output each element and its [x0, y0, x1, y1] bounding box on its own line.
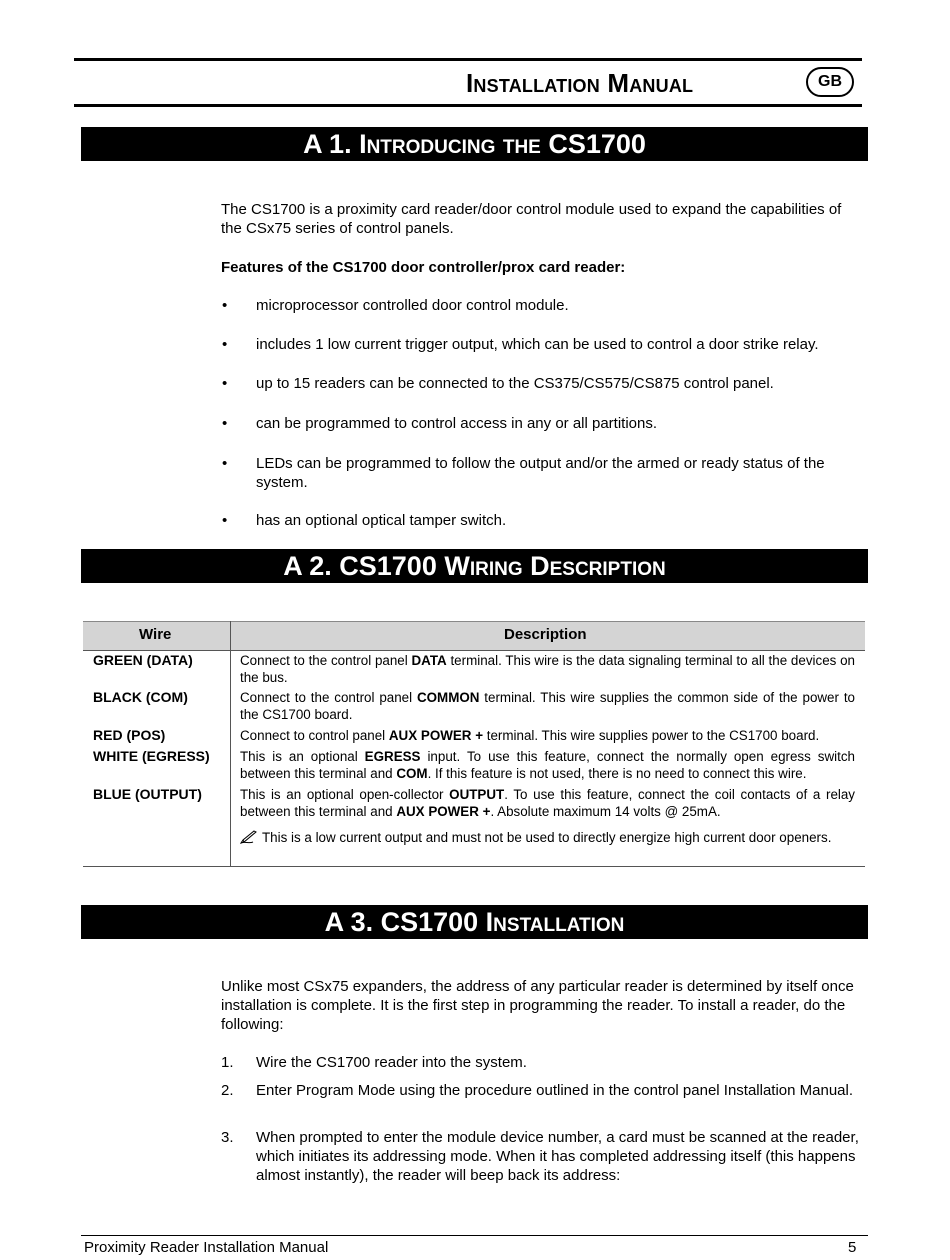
wire-description: Connect to control panel AUX POWER + terminal. This wire supplies power to the CS1700 board.	[240, 728, 820, 743]
step-text: Enter Program Mode using the procedure outlined in the control panel Installation Manual.	[256, 1082, 854, 1099]
language-badge: GB	[806, 67, 854, 97]
step-number: 3.	[221, 1129, 234, 1146]
features-heading: Features of the CS1700 door controller/prox card reader:	[221, 259, 626, 276]
wire-description: This is an optional open-collector OUTPUT. To use this feature, connect the coil contacts of a relay between this terminal and AUX POWER +. Absolute maximum 14 volts @ 25mA.	[240, 787, 856, 819]
section-1-title: A 1. Introducing the CS1700	[81, 127, 868, 161]
section-3-intro: Unlike most CSx75 expanders, the address of any particular reader is determined by itself once installation is complete. It is the first step in programming the reader. To install a reader, do the following:	[221, 978, 854, 1033]
bullet: •	[222, 375, 228, 392]
column-header-wire: Wire	[139, 626, 172, 643]
section-3-title: A 3. CS1700 Installation	[81, 905, 868, 939]
wire-name: BLUE (OUTPUT)	[93, 786, 202, 802]
wire-name: GREEN (DATA)	[93, 652, 193, 668]
footer-title: Proximity Reader Installation Manual	[84, 1239, 329, 1256]
wire-description: Connect to the control panel DATA terminal. This wire is the data signaling terminal to all the devices on the bus.	[240, 653, 855, 685]
wire-description: This is an optional EGRESS input. To use this feature, connect the normally open egress switch between this terminal and COM. If this feature is not used, there is no need to connect this wire.	[240, 749, 855, 781]
table-bottom-rule	[83, 866, 865, 867]
section-2-title: A 2. CS1700 Wiring Description	[81, 549, 868, 583]
step-number: 1.	[221, 1054, 234, 1071]
bullet: •	[222, 415, 228, 432]
wire-name: WHITE (EGRESS)	[93, 748, 210, 764]
feature-item: LEDs can be programmed to follow the output and/or the armed or ready status of the system.	[256, 455, 825, 491]
wire-description: Connect to the control panel COMMON terminal. This wire supplies the common side of the power to the CS1700 board.	[240, 690, 856, 722]
table-top-rule	[83, 621, 865, 622]
feature-item: up to 15 readers can be connected to the CS375/CS575/CS875 control panel.	[256, 375, 774, 392]
table-column-divider	[230, 621, 231, 866]
bullet: •	[222, 455, 228, 472]
step-number: 2.	[221, 1082, 234, 1099]
step-text: Wire the CS1700 reader into the system.	[256, 1054, 527, 1071]
wire-name: RED (POS)	[93, 727, 166, 743]
wire-name: BLACK (COM)	[93, 689, 188, 705]
header-top-rule	[74, 58, 862, 61]
header-title: Installation Manual	[466, 68, 694, 98]
column-header-description: Description	[504, 626, 587, 643]
step-text: When prompted to enter the module device number, a card must be scanned at the reader, which initiates its addressing mode. When it has completed addressing itself (this happens almost instantly), the reader will beep back its address:	[256, 1129, 859, 1184]
feature-item: has an optional optical tamper switch.	[256, 512, 507, 529]
feature-item: can be programmed to control access in any or all partitions.	[256, 415, 658, 432]
bullet: •	[222, 336, 228, 353]
table-header-rule	[83, 650, 865, 651]
feature-item: includes 1 low current trigger output, which can be used to control a door strike relay.	[256, 336, 819, 353]
wire-note: This is a low current output and must not be used to directly energize high current door openers.	[240, 829, 855, 846]
footer-rule	[81, 1235, 868, 1236]
table-header	[83, 622, 865, 650]
bullet: •	[222, 512, 228, 529]
bullet: •	[222, 297, 228, 314]
page-number: 5	[848, 1239, 857, 1256]
section-1-intro: The CS1700 is a proximity card reader/door control module used to expand the capabilities of the CSx75 series of control panels.	[221, 201, 842, 237]
header-bottom-rule	[74, 104, 862, 107]
feature-item: microprocessor controlled door control module.	[256, 297, 569, 314]
note-pen-icon	[240, 830, 258, 844]
